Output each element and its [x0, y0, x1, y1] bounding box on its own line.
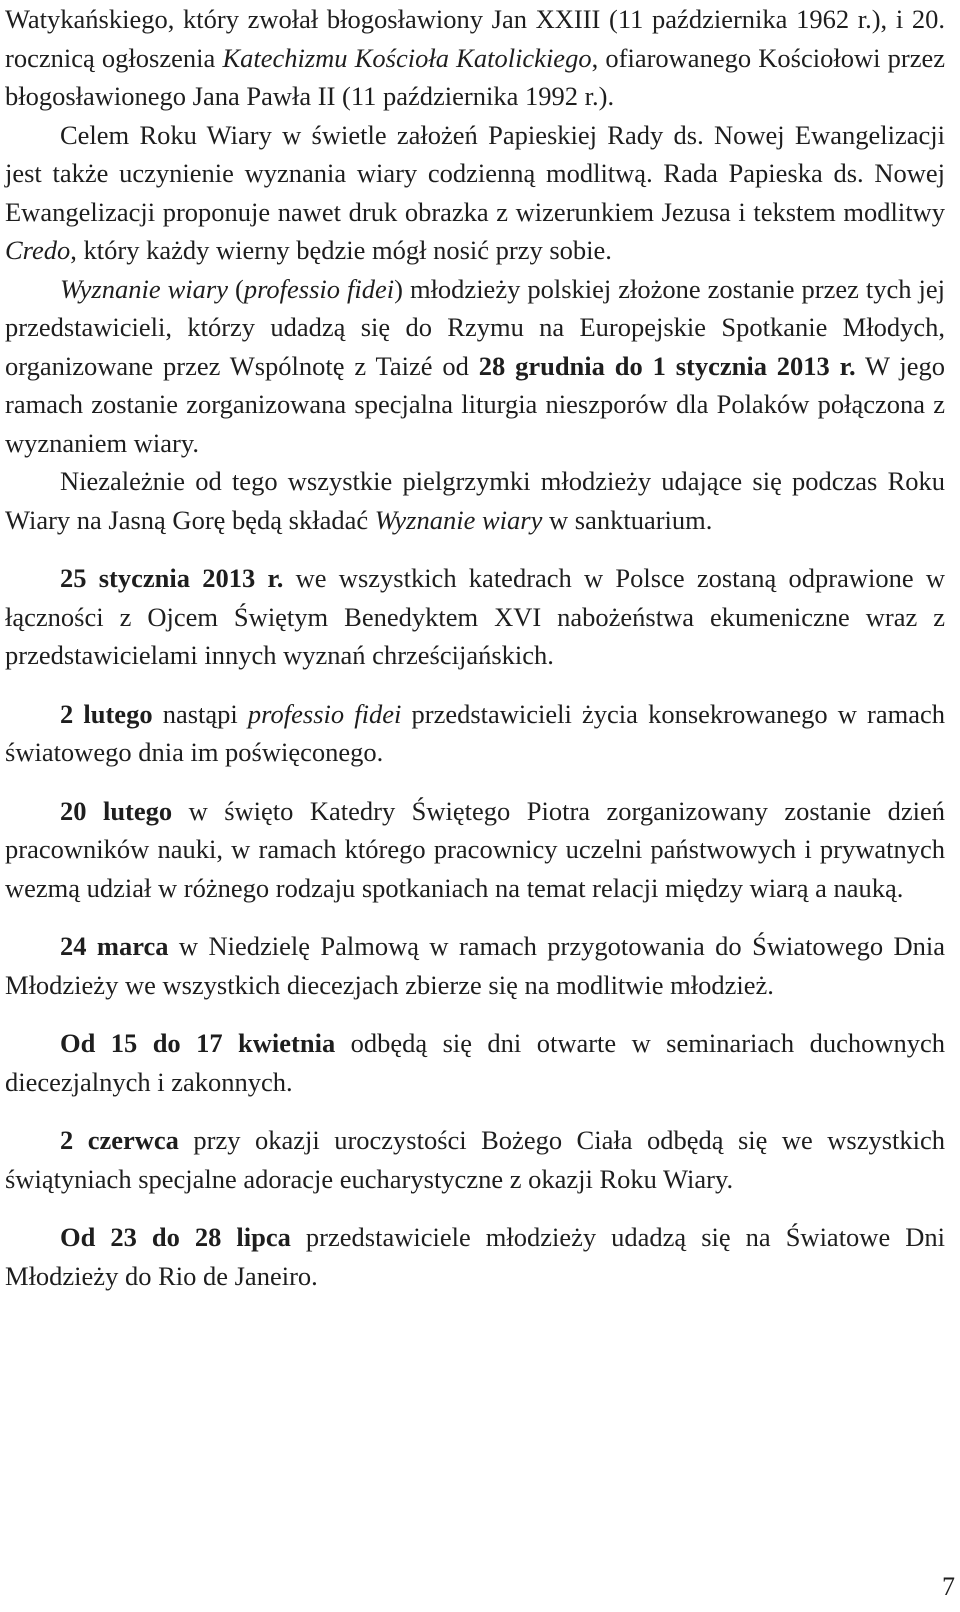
paragraph-july-23-28: [5, 1218, 945, 1295]
text-span: (: [227, 273, 244, 304]
text-span: W jego ramach zostanie zorganizowana specjalna liturgia nieszporów dla Polaków połączona z wyznaniem wiary.: [5, 350, 946, 458]
italic-professio-fidei: professio fidei: [243, 273, 395, 304]
paragraph-january-25: [5, 559, 945, 675]
text-span: , ofiarowanego Kościołowi przez błogosławionego Jana Pawła II (11 października 1992 r.).: [5, 42, 945, 111]
text-span: w święto Katedry Świętego Piotra zorganizowany zostanie dzień pracowników nauki, w ramach którego pracownicy uczelni państwowych i prywatnych wezmą udział w różnego rodzaju spotkaniach na temat relacji między wiarą a nauką.: [5, 795, 946, 903]
paragraph-april-15-17: [5, 1024, 945, 1101]
text-span: przy okazji uroczystości Bożego Ciała odbędą się we wszystkich świątyniach specjalne adoracje eucharystyczne z okazji Roku Wiary.: [5, 1125, 946, 1194]
text-span: przedstawicieli życia konsekrowanego w ramach światowego dnia im poświęconego.: [5, 698, 946, 767]
paragraph-march-24: [5, 927, 945, 1004]
bold-date: 20 lutego: [60, 795, 173, 826]
bold-date: 25 stycznia 2013 r.: [60, 563, 284, 593]
paragraph-pilgrimages: [5, 462, 945, 539]
text-span: ) młodzieży polskiej złożone zostanie przez tych jej przedstawicieli, którzy udadzą się do Rzymu na Europejskie Spotkanie Młodych, organizowane przez Wspólnotę z Taizé od: [5, 273, 945, 381]
text-span: Celem Roku Wiary w świetle założeń Papieskiej Rady ds. Nowej Ewangelizacji jest także uczynienie wyznania wiary codzienną modlitwą. Rada Papieska ds. Nowej Ewangelizacji proponuje nawet druk obrazka z wizerunkiem Jezusa i tekstem modlitwy: [5, 119, 945, 227]
italic-wyznanie-wiary: Wyznanie wiary: [60, 273, 228, 304]
bold-date-range: 28 grudnia do 1 stycznia 2013 r.: [478, 350, 856, 381]
document-page: [5, 0, 945, 1295]
bold-date: Od 15 do 17 kwietnia: [60, 1028, 336, 1058]
text-span: nastąpi: [152, 698, 248, 729]
text-span: w sanktuarium.: [542, 504, 713, 535]
italic-credo: Credo: [5, 235, 71, 265]
text-span: Niezależnie od tego wszystkie pielgrzymki młodzieży udające się podczas Roku Wiary na Jasną Gorę będą składać: [5, 466, 945, 535]
text-span: odbędą się dni otwarte w seminariach duchownych diecezjalnych i zakonnych.: [5, 1028, 946, 1097]
bold-date: 2 lutego: [60, 698, 153, 729]
paragraph-february-20: [5, 792, 945, 908]
bold-date: 24 marca: [60, 931, 169, 961]
paragraph-vatican-council: [5, 0, 945, 116]
bold-date: Od 23 do 28 lipca: [60, 1222, 291, 1252]
italic-professio-fidei: professio fidei: [247, 698, 402, 729]
text-span: w Niedzielę Palmową w ramach przygotowania do Światowego Dnia Młodzieży we wszystkich diecezjach zbierze się na modlitwie młodzież.: [5, 931, 945, 1000]
text-span: przedstawiciele młodzieży udadzą się na Światowe Dni Młodzieży do Rio de Janeiro.: [5, 1222, 945, 1291]
page-number: 7: [942, 1572, 955, 1601]
text-span: we wszystkich katedrach w Polsce zostaną odprawione w łączności z Ojcem Świętym Benedyktem XVI nabożeństwa ekumeniczne wraz z przedstawicielami innych wyznań chrześcijańskich.: [5, 563, 946, 670]
bold-date: 2 czerwca: [60, 1125, 179, 1155]
text-span: Watykańskiego, który zwołał błogosławiony Jan XXIII (11 października 1962 r.), i 20. rocznicą ogłoszenia: [5, 4, 945, 73]
paragraph-profession-of-faith-youth: [5, 270, 945, 463]
paragraph-february-2: [5, 695, 945, 772]
paragraph-year-of-faith-goal: [5, 116, 945, 270]
text-span: , który każdy wierny będzie mógł nosić przy sobie.: [70, 235, 612, 265]
paragraph-june-2: [5, 1121, 945, 1198]
italic-title-catechism: Katechizmu Kościoła Katolickiego: [222, 42, 592, 73]
italic-wyznanie-wiary: Wyznanie wiary: [374, 504, 543, 535]
